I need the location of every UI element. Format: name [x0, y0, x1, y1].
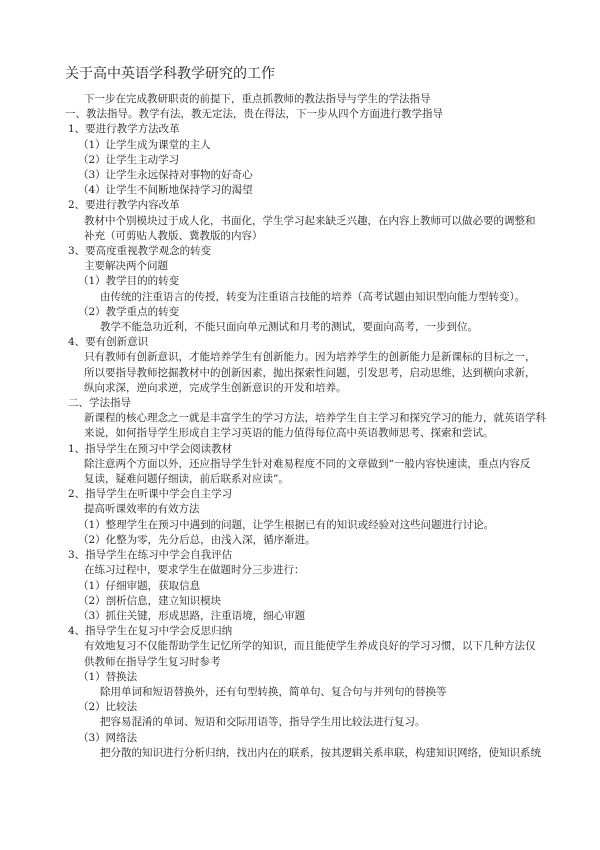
text-line: 在练习过程中，要求学生在做题时分三步进行： — [84, 564, 305, 577]
text-line: 下一步在完成教研职责的前提下，重点抓教师的教法指导与学生的学法指导 — [84, 93, 431, 105]
text-line: （3）抓住关键，形成思路，注重语境，细心审题 — [78, 609, 306, 622]
text-line: 除用单词和短语替换外，还有句型转换，简单句、复合句与并列句的替换等 — [100, 685, 447, 698]
text-line: 2、指导学生在听课中学会自主学习 — [68, 488, 233, 501]
text-line: （1）替换法 — [78, 670, 138, 683]
text-line: 4、要有创新意识 — [68, 336, 149, 349]
text-line: 1、要进行教学方法改革 — [68, 123, 180, 136]
text-line: 把容易混淆的单词、短语和交际用语等，指导学生用比较法进行复习。 — [100, 716, 426, 729]
text-line: 3、要高度重视教学观念的转变 — [68, 245, 212, 258]
text-line: 提高听课效率的有效方法 — [84, 503, 200, 516]
text-line: （1）教学目的的转变 — [78, 275, 180, 288]
text-line: 教材中个别模块过于成人化，书面化，学生学习起来缺乏兴趣，在内容上教师可以做必要的调整和 — [84, 214, 536, 227]
text-line: 除注意两个方面以外，还应指导学生针对难易程度不同的文章做到“一般内容快速读，重点内容反 — [84, 457, 531, 470]
text-line: （2）剖析信息，建立知识模块 — [78, 594, 222, 607]
text-line: （1）让学生成为课堂的主人 — [78, 138, 211, 151]
text-line: 补充（可剪贴人教版、冀教版的内容） — [84, 229, 263, 242]
text-line: 新课程的核心理念之一就是丰富学生的学习方法，培养学生自主学习和探究学习的能力，就英语学科 — [84, 412, 546, 425]
text-line: 把分散的知识进行分析归纳，找出内在的联系，按其逻辑关系串联，构建知识网络，使知识系统 — [100, 746, 541, 759]
text-line: 来说，如何指导学生形成自主学习英语的能力值得每位高中英语教师思考、探索和尝试。 — [84, 427, 494, 440]
text-line: （2）教学重点的转变 — [78, 305, 180, 318]
text-line: 只有教师有创新意识，才能培养学生有创新能力。因为培养学生的创新能力是新课标的目标之一， — [84, 351, 536, 364]
text-line: 供教师在指导学生复习时参考 — [84, 655, 221, 668]
text-line: （3）让学生永远保持对事物的好奇心 — [78, 169, 253, 182]
text-line: 4、指导学生在复习中学会反思归纳 — [68, 625, 233, 638]
document-body — [0, 92, 600, 761]
text-line: 所以要指导教师挖掘教材中的创新因素，抛出探索性问题，引发思考，启动思维，达到横向求新， — [84, 366, 536, 379]
text-line: 1、指导学生在预习中学会阅读教材 — [68, 442, 233, 455]
text-line: 主要解决两个问题 — [84, 260, 168, 273]
text-line: （1）整理学生在预习中遇到的问题，让学生根据已有的知识或经验对这些问题进行讨论。 — [78, 518, 495, 531]
text-line: 由传统的注重语言的传授，转变为注重语言技能的培养（高考试题由知识型向能力型转变）。 — [100, 290, 526, 303]
text-line: 3、指导学生在练习中学会自我评估 — [68, 549, 233, 562]
text-line: 纵向求深，逆向求逆，完成学生创新意识的开发和培养。 — [84, 381, 347, 394]
text-line: 教学不能急功近利，不能只面向单元测试和月考的测试，要面向高考，一步到位。 — [100, 321, 478, 334]
text-line: 一、教法指导。教学有法，教无定法，贵在得法，下一步从四个方面进行教学指导 — [65, 108, 443, 121]
document-title: 关于高中英语学科教学研究的工作 — [65, 66, 275, 82]
text-line: （2）让学生主动学习 — [78, 153, 180, 166]
text-line: 二、学法指导 — [68, 397, 131, 410]
text-line: （2）比较法 — [78, 701, 138, 714]
text-line: 有效地复习不仅能帮助学生记忆所学的知识，而且能使学生养成良好的学习习惯，以下几种方法仅 — [84, 640, 536, 653]
text-line: 复读，疑难问题仔细读，前后联系对应读”。 — [84, 473, 289, 486]
text-line: （4）让学生不间断地保持学习的渴望 — [78, 184, 253, 197]
text-line: （3）网络法 — [78, 731, 138, 744]
text-line: 2、要进行教学内容改革 — [68, 199, 180, 212]
text-line: （2）化整为零，先分后总，由浅入深，循序渐进。 — [78, 533, 316, 546]
text-line: （1）仔细审题，获取信息 — [78, 579, 201, 592]
